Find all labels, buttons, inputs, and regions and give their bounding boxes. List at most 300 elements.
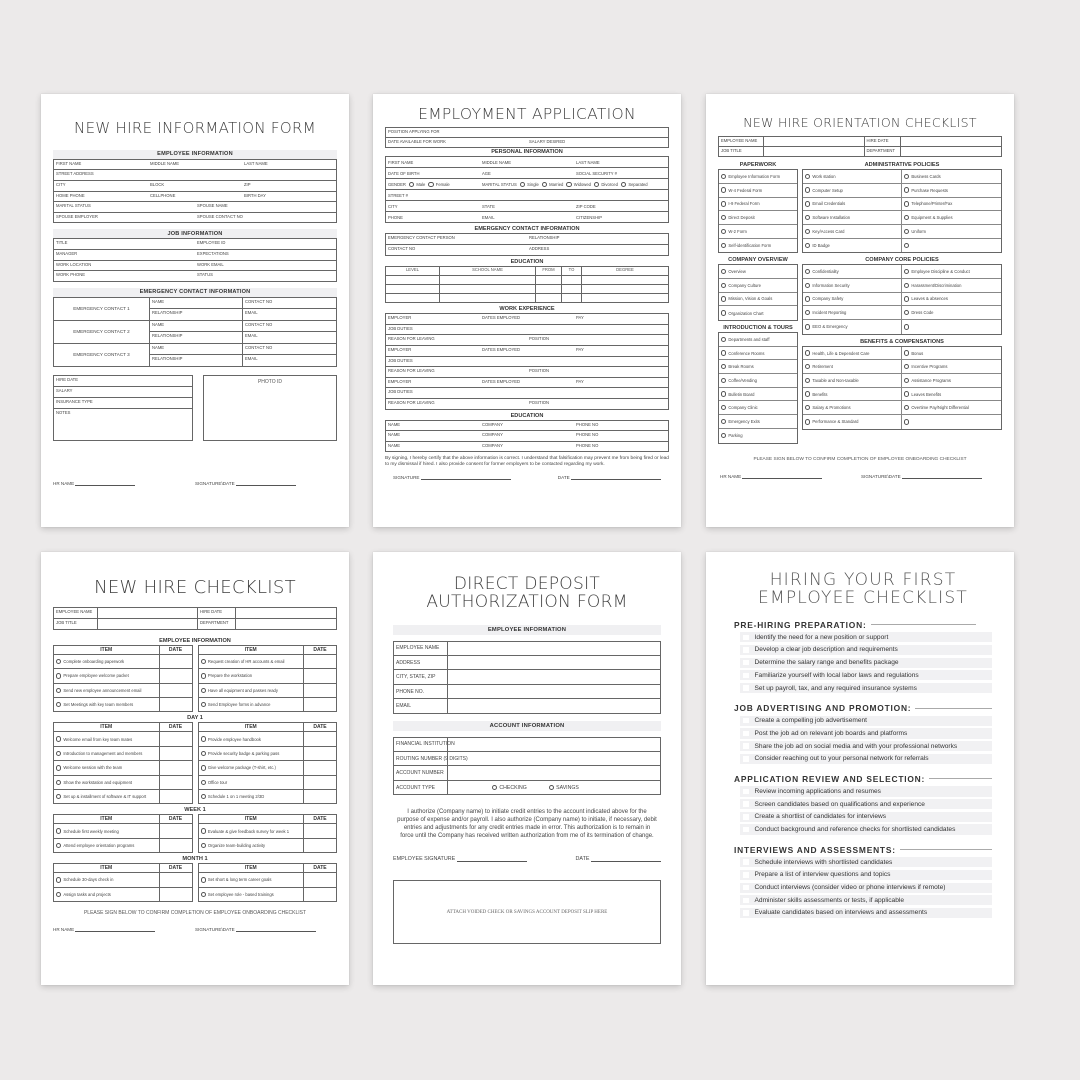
checklist-item[interactable] [902,401,1001,415]
checklist-item[interactable] [54,732,160,745]
table-cell[interactable] [536,294,562,303]
checklist-item[interactable] [740,670,992,680]
checklist-item[interactable] [740,728,992,738]
checkbox-circle[interactable] [904,364,909,369]
checklist-item[interactable] [902,184,1001,198]
checkbox-circle[interactable] [805,391,810,396]
checkbox-circle[interactable] [805,419,810,424]
checkbox-circle[interactable] [805,405,810,410]
checklist-item[interactable] [54,655,160,668]
radio-circle[interactable] [428,182,433,187]
checklist-item[interactable] [902,347,1001,361]
radio-option[interactable] [409,182,425,187]
checkbox-circle[interactable] [201,751,206,756]
signature-date-field[interactable] [236,481,296,486]
field-input[interactable] [448,738,660,751]
table-cell[interactable] [582,285,669,294]
checkbox-circle[interactable] [805,229,810,234]
checklist-item[interactable] [199,824,305,837]
date-cell[interactable] [304,655,336,668]
checkbox[interactable] [743,872,749,878]
checklist-item[interactable] [199,839,305,852]
field-label: HOME PHONE [56,192,85,198]
radio-option[interactable] [621,182,648,187]
checklist-item[interactable] [719,170,797,184]
checkbox-circle[interactable] [56,702,61,707]
signature-field[interactable] [421,475,511,480]
checklist-item[interactable] [803,265,902,279]
radio-circle[interactable] [549,785,554,790]
checklist-item[interactable] [902,320,1001,334]
checklist-item[interactable] [803,211,902,225]
checkbox-circle[interactable] [721,391,726,396]
checkbox[interactable] [743,673,749,679]
radio-circle[interactable] [520,182,525,187]
date-cell[interactable] [160,747,192,760]
checkbox-circle[interactable] [805,378,810,383]
checklist-item[interactable] [803,306,902,320]
field-input[interactable] [764,147,865,156]
date-cell[interactable] [160,873,192,886]
form-cell [480,157,574,167]
checklist-item[interactable] [740,812,992,822]
checkbox[interactable] [743,685,749,691]
checklist-item[interactable] [803,401,902,415]
field-input[interactable] [448,781,660,794]
field-input[interactable] [901,147,1002,156]
radio-circle[interactable] [492,785,497,790]
checklist-table [53,863,193,902]
checklist-item[interactable] [740,658,992,668]
checkbox-circle[interactable] [904,296,909,301]
table-cell[interactable] [386,294,440,303]
hr-name-field[interactable] [742,474,822,479]
hr-name-field[interactable] [75,927,155,932]
checkbox-circle[interactable] [56,843,61,848]
checklist-item[interactable] [740,908,992,918]
date-cell[interactable] [160,669,192,682]
checklist-item[interactable] [54,669,160,682]
radio-circle[interactable] [566,182,571,187]
checklist-item[interactable] [740,632,992,642]
checklist-item[interactable] [902,415,1001,429]
checkbox-circle[interactable] [201,736,206,741]
checklist-item[interactable] [199,669,305,682]
checklist-item[interactable] [54,888,160,901]
checkbox-circle[interactable] [904,174,909,179]
checkbox-circle[interactable] [904,201,909,206]
table-cell[interactable] [582,294,669,303]
date-cell[interactable] [160,761,192,774]
date-cell[interactable] [304,776,336,789]
checkbox-circle[interactable] [904,283,909,288]
checking-option[interactable] [492,785,527,791]
radio-circle[interactable] [409,182,414,187]
date-field[interactable] [591,857,661,862]
signature-date-field[interactable] [236,927,316,932]
date-cell[interactable] [304,839,336,852]
checkbox-circle[interactable] [201,673,206,678]
checklist-item[interactable] [803,239,902,253]
checklist-item[interactable] [803,225,902,239]
checkbox-circle[interactable] [904,405,909,410]
date-cell[interactable] [304,669,336,682]
field-label: CONTACT NO [243,344,336,355]
date-cell[interactable] [160,698,192,711]
checkbox-circle[interactable] [904,391,909,396]
date-label: DATE [575,856,590,863]
checklist-item[interactable] [740,716,992,726]
table-cell[interactable] [386,276,440,285]
date-cell[interactable] [304,790,336,803]
checklist-item[interactable] [54,747,160,760]
date-cell[interactable] [304,873,336,886]
checklist-item[interactable] [803,360,902,374]
checkbox[interactable] [743,660,749,666]
checkbox-circle[interactable] [56,765,61,770]
checkbox[interactable] [743,898,749,904]
checkbox-circle[interactable] [56,659,61,664]
checkbox-circle[interactable] [904,310,909,315]
checkbox-circle[interactable] [721,433,726,438]
checkbox-circle[interactable] [904,269,909,274]
date-cell[interactable] [160,776,192,789]
checklist-item[interactable] [902,279,1001,293]
checklist-item[interactable] [719,265,797,279]
field-input[interactable] [764,137,865,146]
checklist-item[interactable] [199,790,305,803]
checkbox[interactable] [743,814,749,820]
checklist-item[interactable] [719,333,797,347]
checkbox-circle[interactable] [201,780,206,785]
checklist-item[interactable] [803,347,902,361]
checkbox-circle[interactable] [904,350,909,355]
checklist-item[interactable] [719,388,797,402]
checkbox[interactable] [743,756,749,762]
checkbox-circle[interactable] [56,673,61,678]
checkbox-circle[interactable] [721,310,726,315]
radio-circle[interactable] [542,182,547,187]
checkbox-circle[interactable] [805,324,810,329]
checkbox-circle[interactable] [201,794,206,799]
checklist-item[interactable] [902,211,1001,225]
checklist-item[interactable] [803,374,902,388]
checklist-item[interactable] [740,870,992,880]
field-label: PHONE NO [576,442,599,448]
table-cell[interactable] [536,276,562,285]
checklist-item[interactable] [803,198,902,212]
checkbox[interactable] [743,885,749,891]
checkbox-circle[interactable] [721,378,726,383]
checklist-item[interactable] [803,388,902,402]
checkbox-circle[interactable] [805,243,810,248]
checkbox-circle[interactable] [721,187,726,192]
checklist-item[interactable] [54,790,160,803]
checkbox-circle[interactable] [721,337,726,342]
checklist-item[interactable] [902,170,1001,184]
checkbox-circle[interactable] [721,283,726,288]
checkbox-circle[interactable] [721,296,726,301]
checkbox[interactable] [743,827,749,833]
field-input[interactable] [448,685,660,698]
checkbox-circle[interactable] [805,310,810,315]
checklist-item[interactable] [199,684,305,697]
checkbox[interactable] [743,718,749,724]
checkbox-circle[interactable] [721,201,726,206]
checklist-item[interactable] [199,732,305,745]
checklist-item[interactable] [719,415,797,429]
field-input[interactable] [448,766,660,779]
checklist-item[interactable] [199,776,305,789]
field-input[interactable] [98,608,198,618]
checkbox-circle[interactable] [56,794,61,799]
checklist-item[interactable] [199,873,305,886]
checkbox[interactable] [743,647,749,653]
date-cell[interactable] [304,732,336,745]
item-label: Leaves & absences [911,296,948,302]
field-input[interactable] [236,619,336,629]
radio-option[interactable] [428,182,449,187]
checklist-item[interactable] [902,198,1001,212]
table-cell[interactable] [562,294,582,303]
radio-option[interactable] [520,182,539,187]
checkbox-circle[interactable] [805,283,810,288]
savings-option[interactable] [549,785,579,791]
checklist-item[interactable] [740,824,992,834]
field-input[interactable] [901,137,1002,146]
checklist-item[interactable] [803,293,902,307]
checklist-item[interactable] [803,279,902,293]
table-cell[interactable] [440,276,536,285]
date-cell[interactable] [160,655,192,668]
date-cell[interactable] [160,684,192,697]
checkbox-circle[interactable] [56,877,61,882]
checklist-item[interactable] [719,293,797,307]
table-cell[interactable] [582,276,669,285]
contact-fields [243,344,336,366]
checkbox-circle[interactable] [805,174,810,179]
form-row [53,271,337,282]
checklist-item[interactable] [719,347,797,361]
date-cell[interactable] [304,698,336,711]
checklist-item[interactable] [199,888,305,901]
checkbox-circle[interactable] [721,174,726,179]
new-hire-information-form [41,94,349,527]
checkbox[interactable] [743,859,749,865]
table-cell[interactable] [562,276,582,285]
checkbox-circle[interactable] [201,843,206,848]
checkbox-circle[interactable] [805,269,810,274]
checklist-item[interactable] [54,824,160,837]
checklist-item[interactable] [803,170,902,184]
checklist-item[interactable] [54,698,160,711]
field-label: ADDRESS [529,246,550,252]
checklist-item[interactable] [803,320,902,334]
radio-circle[interactable] [621,182,626,187]
checklist-item[interactable] [54,761,160,774]
checkbox-circle[interactable] [904,324,909,329]
checklist-item[interactable] [719,401,797,415]
field-input[interactable] [236,608,336,618]
checklist-item[interactable] [740,786,992,796]
checkbox[interactable] [743,635,749,641]
date-cell[interactable] [160,732,192,745]
table-cell[interactable] [536,285,562,294]
checkbox-circle[interactable] [201,877,206,882]
checklist-item[interactable] [740,895,992,905]
date-cell[interactable] [304,761,336,774]
checklist-item[interactable] [54,873,160,886]
checklist-item[interactable] [719,198,797,212]
checkbox[interactable] [743,910,749,916]
checklist-item[interactable] [740,754,992,764]
checkbox-circle[interactable] [56,688,61,693]
checklist-item[interactable] [719,211,797,225]
table-cell[interactable] [386,285,440,294]
table-row [199,761,337,775]
checkbox-circle[interactable] [805,201,810,206]
checklist-item[interactable] [902,239,1001,253]
checklist-item[interactable] [719,306,797,320]
signature-date-field[interactable] [902,474,982,479]
checkbox-circle[interactable] [904,187,909,192]
checkbox[interactable] [743,789,749,795]
checklist-item[interactable] [740,645,992,655]
checklist-item[interactable] [199,747,305,760]
checklist-item[interactable] [740,683,992,693]
field-input[interactable] [448,699,660,712]
employee-signature-field[interactable] [457,857,527,862]
checklist-item[interactable] [740,799,992,809]
checkbox[interactable] [743,743,749,749]
checklist-item[interactable] [902,388,1001,402]
checklist-item[interactable] [719,429,797,443]
checkbox-circle[interactable] [904,215,909,220]
checklist-item[interactable] [719,279,797,293]
checkbox[interactable] [743,801,749,807]
radio-option[interactable] [542,182,564,187]
date-field[interactable] [571,475,661,480]
date-cell[interactable] [304,684,336,697]
checkbox-circle[interactable] [904,243,909,248]
field-label: SPOUSE NAME [197,203,228,209]
date-cell[interactable] [160,824,192,837]
checklist-item[interactable] [54,684,160,697]
checklist-item[interactable] [902,374,1001,388]
checkbox-circle[interactable] [201,765,206,770]
date-cell[interactable] [304,888,336,901]
checkbox-circle[interactable] [721,229,726,234]
field-input[interactable] [448,642,660,655]
checklist-item[interactable] [740,741,992,751]
section-header: EMPLOYEE INFORMATION [159,637,231,644]
date-cell[interactable] [304,824,336,837]
field-input[interactable] [98,619,198,629]
checkbox-circle[interactable] [56,780,61,785]
page-title: NEW HIRE CHECKLIST [94,577,296,598]
checkbox-circle[interactable] [721,350,726,355]
checkbox-circle[interactable] [805,350,810,355]
date-cell[interactable] [160,888,192,901]
page-title-line1: HIRING YOUR FIRST [769,570,957,590]
checkbox-circle[interactable] [805,187,810,192]
checkbox-circle[interactable] [904,229,909,234]
field-input[interactable] [448,670,660,683]
checkbox-circle[interactable] [805,296,810,301]
hr-name-field[interactable] [75,481,135,486]
checkbox-circle[interactable] [721,269,726,274]
checklist-item[interactable] [803,415,902,429]
checklist-item[interactable] [54,839,160,852]
item-label: Complete onboarding paperwork [63,659,125,665]
checklist-item[interactable] [902,306,1001,320]
checklist-item[interactable] [719,239,797,253]
radio-option[interactable] [566,182,591,187]
checklist-item[interactable] [719,374,797,388]
checkbox-circle[interactable] [201,828,206,833]
contact-label: EMERGENCY CONTACT 2 [54,321,150,343]
table-cell[interactable] [440,294,536,303]
checkbox-circle[interactable] [904,419,909,424]
checklist-item[interactable] [199,698,305,711]
checklist-item[interactable] [54,776,160,789]
table-cell[interactable] [562,285,582,294]
checklist-item[interactable] [719,184,797,198]
checkbox-circle[interactable] [721,419,726,424]
date-cell[interactable] [304,747,336,760]
checkbox-circle[interactable] [56,892,61,897]
checklist-item[interactable] [199,655,305,668]
photo-id-box [203,375,337,441]
checkbox-circle[interactable] [721,405,726,410]
checklist-item[interactable] [902,225,1001,239]
checkbox-circle[interactable] [201,892,206,897]
checkbox-circle[interactable] [201,688,206,693]
field-input[interactable] [448,752,660,765]
radio-circle[interactable] [594,182,599,187]
checklist-item[interactable] [740,883,992,893]
checklist-item[interactable] [902,360,1001,374]
checkbox-circle[interactable] [56,736,61,741]
checkbox-circle[interactable] [805,215,810,220]
form-cell [386,157,480,167]
checkbox[interactable] [743,731,749,737]
date-cell[interactable] [160,839,192,852]
checkbox-circle[interactable] [56,751,61,756]
contact-fields [150,344,243,366]
checkbox-circle[interactable] [56,828,61,833]
checkbox-circle[interactable] [201,702,206,707]
checklist-item[interactable] [902,293,1001,307]
checklist-item[interactable] [199,761,305,774]
table-cell[interactable] [440,285,536,294]
checkbox-circle[interactable] [721,215,726,220]
checklist-item[interactable] [902,265,1001,279]
checklist-item[interactable] [719,360,797,374]
radio-option[interactable] [594,182,618,187]
checkbox-circle[interactable] [201,659,206,664]
checklist-item[interactable] [803,184,902,198]
checklist-item[interactable] [719,225,797,239]
field-input[interactable] [448,656,660,669]
checkbox-circle[interactable] [904,378,909,383]
date-cell[interactable] [160,790,192,803]
checkbox-circle[interactable] [805,364,810,369]
checklist-item[interactable] [740,857,992,867]
item-label: Bonus [911,350,924,356]
checkbox-circle[interactable] [721,243,726,248]
checkbox-circle[interactable] [721,364,726,369]
